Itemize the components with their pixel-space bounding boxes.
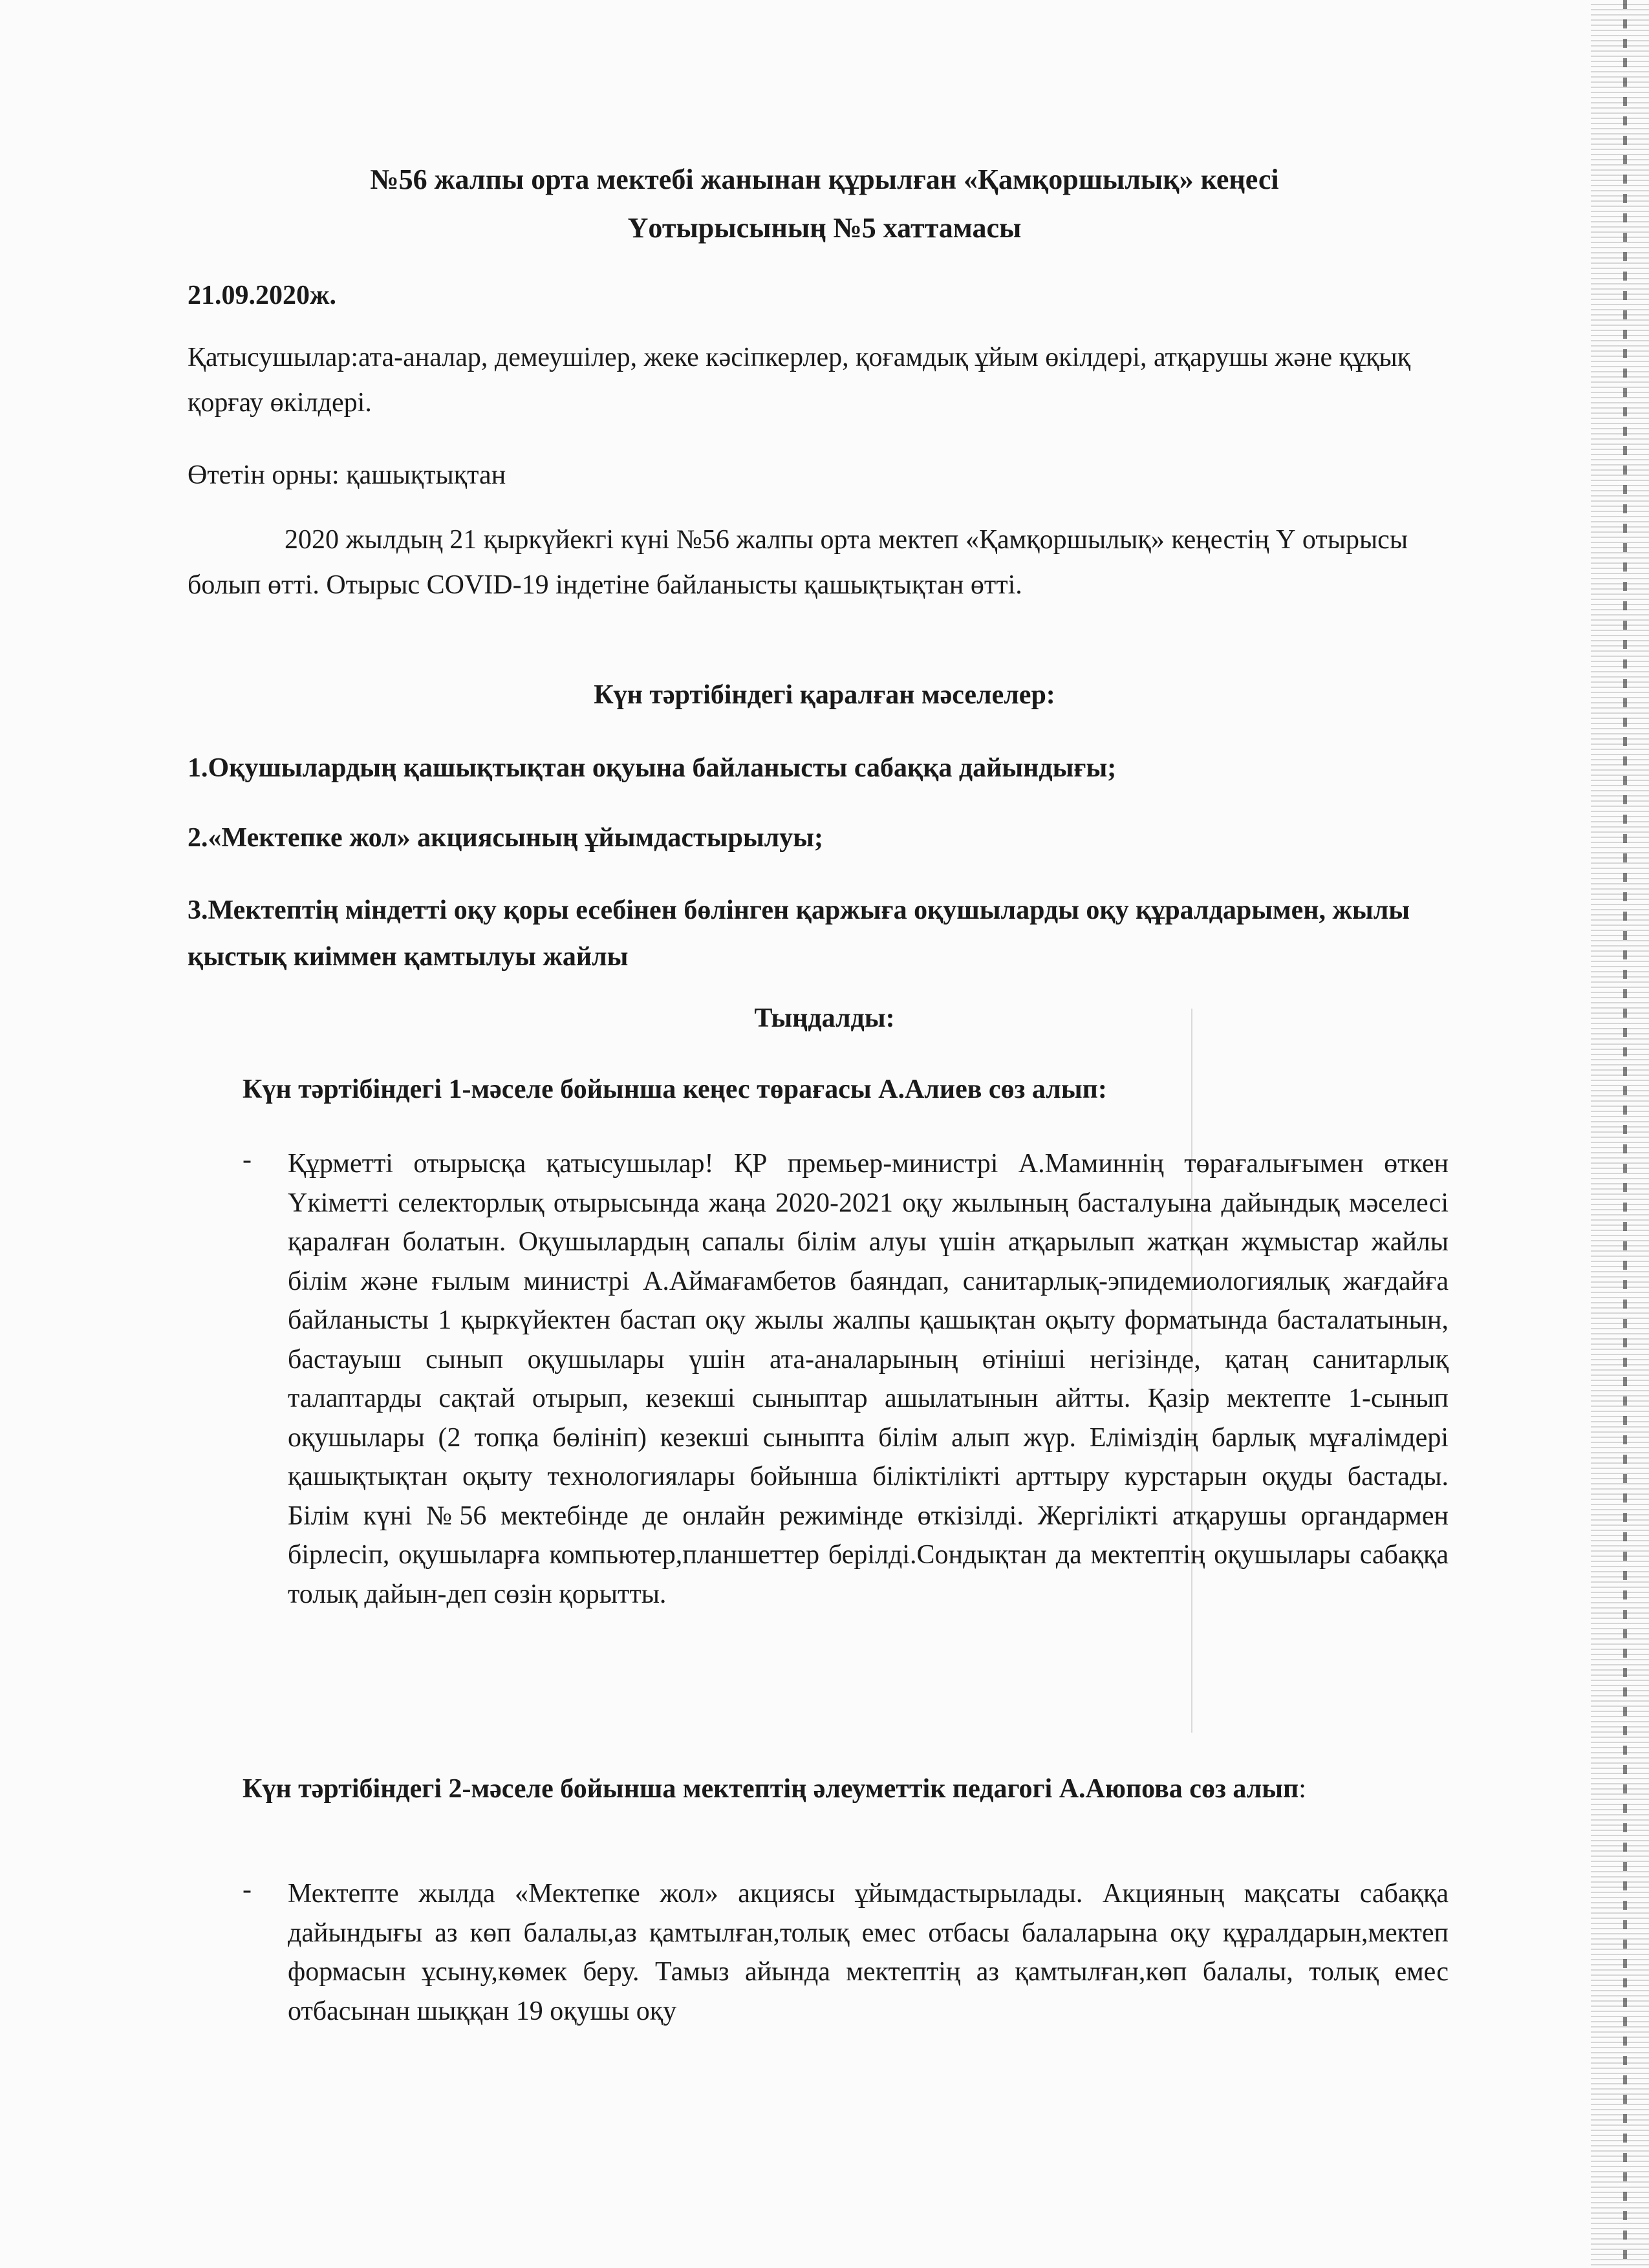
meeting-date: 21.09.2020ж.	[188, 281, 336, 310]
item1-speaker: Күн тәртібіндегі 1-мәселе бойынша кеңес төрағасы А.Алиев сөз алып:	[242, 1075, 1107, 1104]
agenda-item-1: 1.Оқушылардың қашықтықтан оқуына байланысты сабаққа дайындығы;	[188, 753, 1117, 783]
title-line-1: №56 жалпы орта мектебі жанынан құрылған «Қамқоршылық» кеңесі	[370, 164, 1279, 195]
heard-heading: Тыңдалды:	[754, 1003, 895, 1033]
item2-speaker-colon: :	[1299, 1774, 1306, 1804]
scan-edge-artifact	[1591, 0, 1649, 2268]
item2-speaker-text: Күн тәртібіндегі 2-мәселе бойынша мектептің әлеуметтік педагогі А.Аюпова сөз алып	[242, 1774, 1299, 1804]
title-line-2: Үотырысының №5 хаттамасы	[627, 212, 1022, 244]
agenda-heading: Күн тәртібіндегі қаралған мәселелер:	[594, 680, 1055, 710]
item2-speech: Мектепте жылда «Мектепке жол» акциясы ұйымдастырылады. Акцияның мақсаты сабаққа дайындығы аз көп балалы,аз қамтылған,толық емес отбасы балаларына оқу құралдарын,мектеп формасын ұсыну,көмек беру. Тамыз айында мектептің аз қамтылған,көп балалы, толық емес отбасынан шыққан 19 оқушы оқу	[288, 1879, 1449, 2026]
agenda-item-3: 3.Мектептің міндетті оқу қоры есебінен бөлінген қаржыға оқушыларды оқу құралдарымен, жылы қыстық киіммен қамтылуы жайлы	[188, 895, 1410, 972]
venue-text: Өтетін орны: қашықтықтан	[188, 460, 506, 490]
bullet-dash: -	[242, 1875, 252, 1905]
bullet-dash: -	[242, 1145, 252, 1175]
document-title	[194, 155, 1455, 252]
participants-text: Қатысушылар:ата-аналар, демеушілер, жеке кәсіпкерлер, қоғамдық ұйым өкілдері, атқарушы және құқық қорғау өкілдері.	[188, 343, 1411, 418]
intro-text: 2020 жылдың 21 қыркүйекгі күні №56 жалпы орта мектеп «Қамқоршылық» кеңестің Ү отырысы болып өтті. Отырыс COVID-19 індетіне байланысты қашықтықтан өтті.	[188, 525, 1408, 600]
agenda-item-2: 2.«Мектепке жол» акциясының ұйымдастырылуы;	[188, 823, 823, 853]
scan-edge-stripe	[1623, 0, 1627, 2268]
intro-paragraph	[188, 517, 1416, 608]
item1-speech: Құрметті отырысқа қатысушылар! ҚР премьер-министрі А.Маминнің төрағалығымен өткен Үкіметті селекторлық отырысында жаңа 2020-2021 оқу жылының басталуына дайындық мәселесі қаралған болатын. Оқушылардың сапалы білім алуы үшін атқарылып жатқан жұмыстар жайлы білім және ғылым министрі А.Аймағамбетов баяндап, санитарлық-эпидемиологиялық жағдайға байланысты 1 қыркүйектен бастап оқу жылы жалпы қашықтан оқыту форматында басталатынын, бастауыш сынып оқушылары үшін ата-аналарының өтініші негізінде, қатаң санитарлық талаптарды сақтай отырып, кезекші сыныптар ашылатынын айтты. Қазір мектепте 1-сынып оқушылары (2 топқа бөлініп) кезекші сыныпта білім алып жүр. Еліміздің барлық мұғалімдері қашықтықтан оқыту технологиялары бойынша біліктілікті арттыру курстарын оқуды бастады. Білім күні №56 мектебінде де онлайн режимінде өткізілді. Жергілікті атқарушы органдармен бірлесіп, оқушыларға компьютер,планшеттер берілді.Сондықтан да мектептің оқушылары сабаққа толық дайын-деп сөзін қорытты.	[288, 1149, 1449, 1609]
item2-speaker	[242, 1767, 1445, 1811]
